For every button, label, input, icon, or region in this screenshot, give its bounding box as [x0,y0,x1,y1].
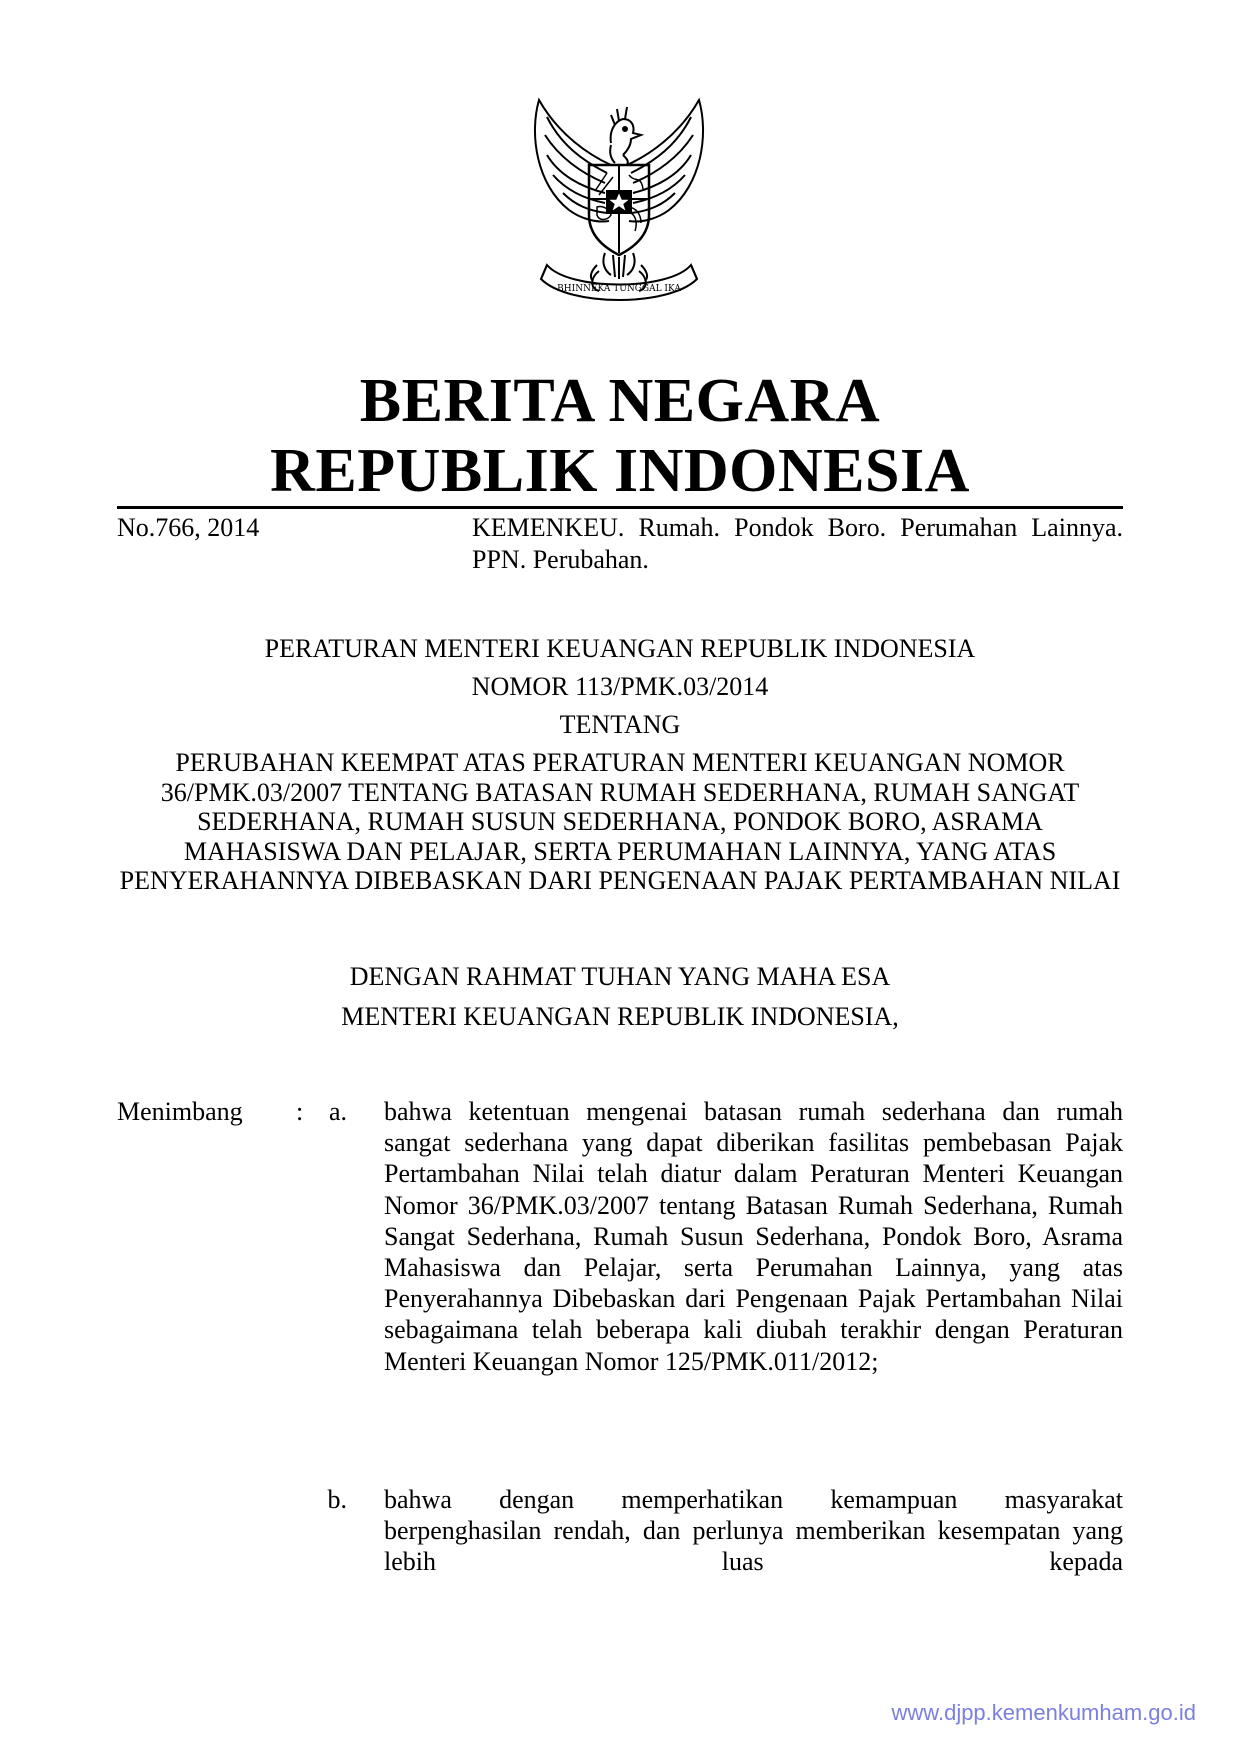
emblem-motto: BHINNEKA TUNGGAL IKA [557,284,681,294]
footer-website-link[interactable]: www.djpp.kemenkumham.go.id [891,1700,1196,1725]
menimbang-item-text: bahwa dengan memperhatikan kemampuan masyarakat berpenghasilan rendah, dan perlunya memberikan kesempatan yang lebih luas kepada [384,1485,1123,1577]
regulation-rahmat: DENGAN RAHMAT TUHAN YANG MAHA ESA [349,962,891,991]
menimbang-item-letter: b. [327,1485,347,1514]
menimbang-item-text: bahwa ketentuan mengenai batasan rumah sederhana dan rumah sangat sederhana yang dapat diberikan fasilitas pembebasan Pajak Pertambahan Nilai telah diatur dalam Peraturan Menteri Keuangan Nomor 36/PMK.03/2007 tentang Batasan Rumah Sederhana, Rumah Sangat Sederhana, Rumah Susun Sederhana, Pondok Boro, Asrama Mahasiswa dan Pelajar, serta Perumahan Lainnya, yang atas Penyerahannya Dibebaskan dari Pengenaan Pajak Pertambahan Nilai sebagaimana telah beberapa kali diubah terakhir dengan Peraturan Menteri Keuangan Nomor 125/PMK.011/2012; [384,1097,1123,1376]
regulation-menteri: MENTERI KEUANGAN REPUBLIK INDONESIA, [341,1002,899,1031]
gazette-number: No.766, 2014 [117,513,260,542]
regulation-tentang: TENTANG [559,710,681,739]
menimbang-label: Menimbang [117,1097,243,1126]
menimbang-colon: : [296,1097,304,1126]
regulation-number: NOMOR 113/PMK.03/2014 [471,672,769,701]
masthead-line-1: BERITA NEGARA [359,367,881,435]
masthead-divider [117,506,1123,509]
regulation-title: PERATURAN MENTERI KEUANGAN REPUBLIK INDONESIA [264,634,976,663]
masthead-line-2: REPUBLIK INDONESIA [270,437,970,505]
garuda-pancasila-emblem-icon [519,95,719,310]
gazette-subject: KEMENKEU. Rumah. Pondok Boro. Perumahan Lainnya. PPN. Perubahan. [472,513,1123,574]
menimbang-item-letter: a. [328,1097,347,1126]
regulation-about: PERUBAHAN KEEMPAT ATAS PERATURAN MENTERI KEUANGAN NOMOR 36/PMK.03/2007 TENTANG BATASAN RUMAH SEDERHANA, RUMAH SANGAT SEDERHANA, RUMAH SUSUN SEDERHANA, PONDOK BORO, ASRAMA MAHASISWA DAN PELAJAR, SERTA PERUMAHAN LAINNYA, YANG ATAS PENYERAHANNYA DIBEBASKAN DARI PENGENAAN PAJAK PERTAMBAHAN NILAI [119,748,1121,895]
